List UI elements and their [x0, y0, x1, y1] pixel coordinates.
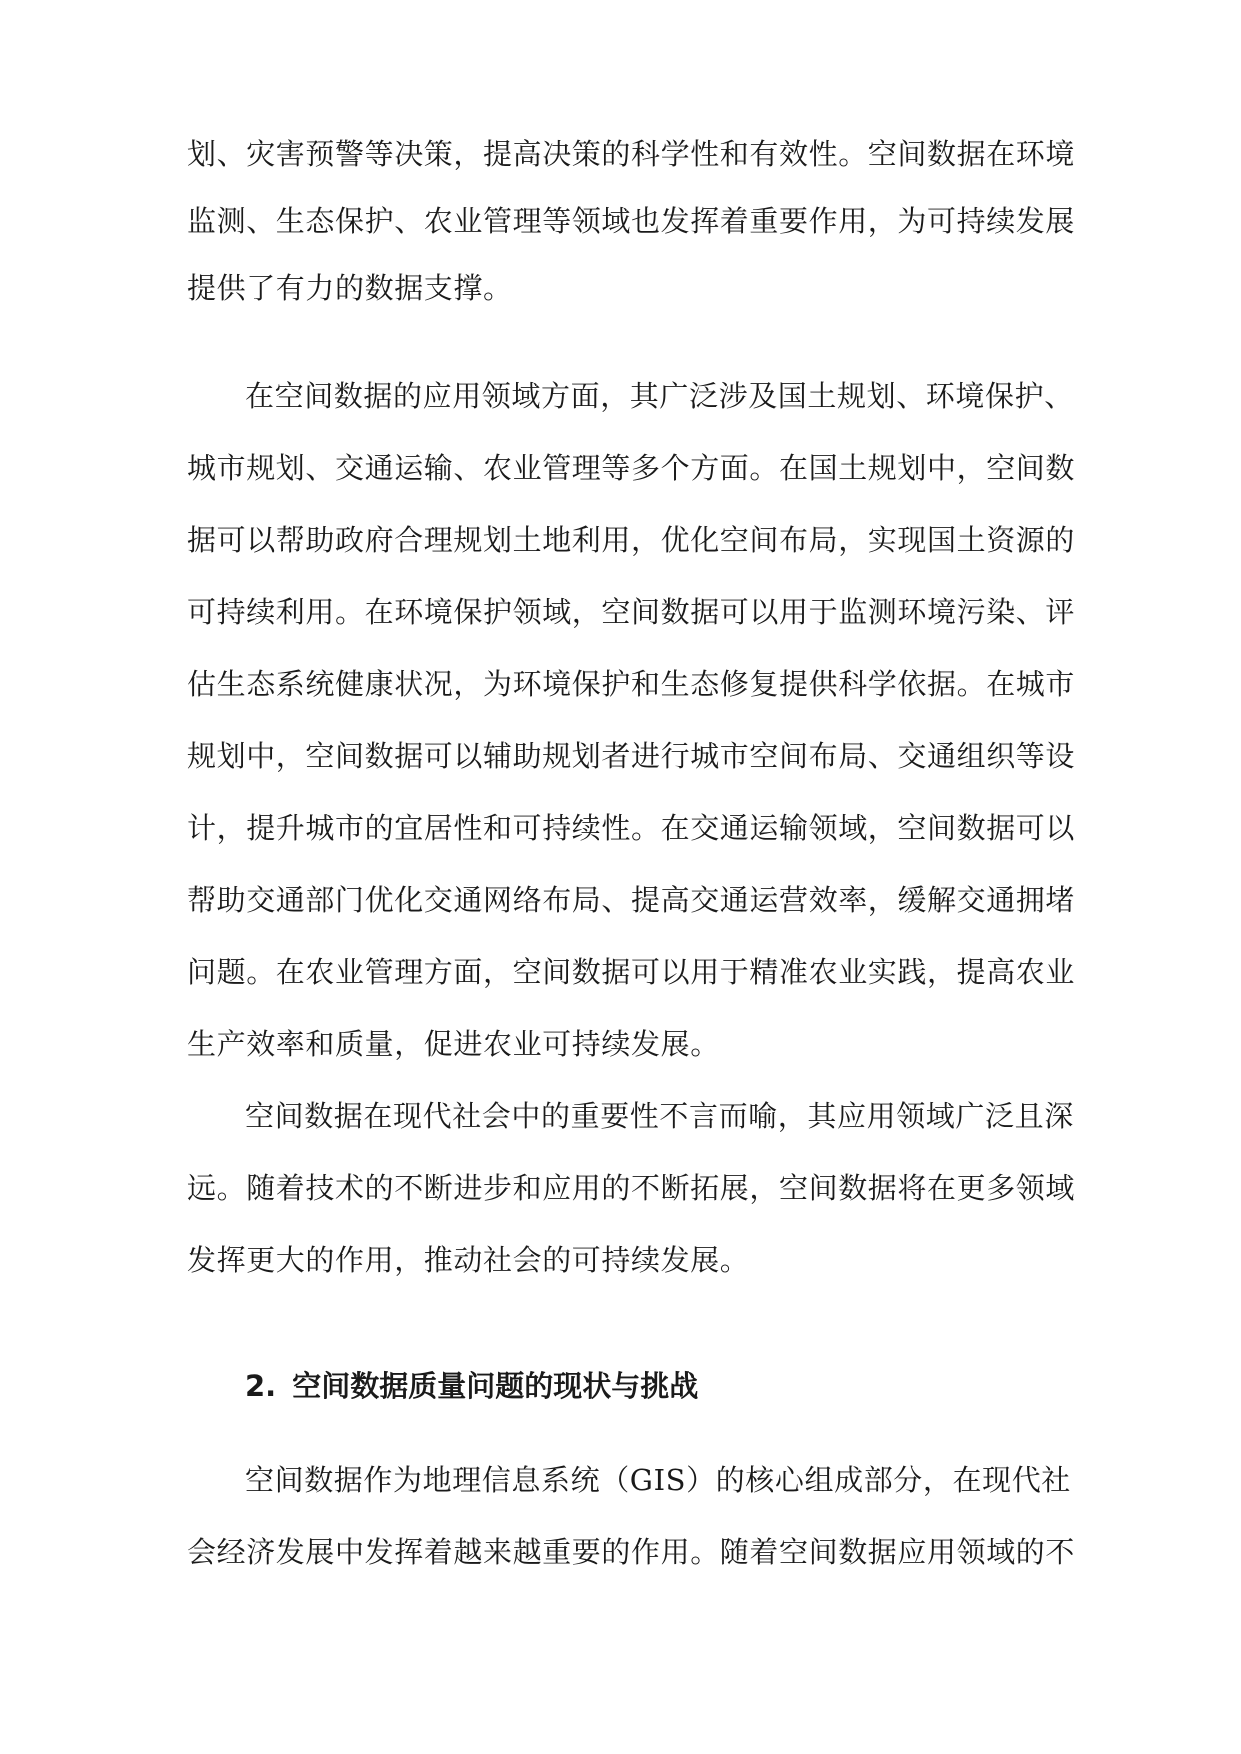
- text-line: 监测、生态保护、农业管理等领域也发挥着重要作用，为可持续发展: [187, 204, 1076, 238]
- text-line: 划、灾害预警等决策，提高决策的科学性和有效性。空间数据在环境: [187, 137, 1076, 171]
- text-line: 估生态系统健康状况，为环境保护和生态修复提供科学依据。在城市: [187, 667, 1076, 701]
- text-line: 可持续利用。在环境保护领域，空间数据可以用于监测环境污染、评: [187, 595, 1076, 629]
- text-line: 提供了有力的数据支撑。: [187, 271, 513, 305]
- text-line: 帮助交通部门优化交通网络布局、提高交通运营效率，缓解交通拥堵: [187, 883, 1076, 917]
- text-line: 据可以帮助政府合理规划土地利用，优化空间布局，实现国土资源的: [187, 523, 1076, 557]
- text-line: 规划中，空间数据可以辅助规划者进行城市空间布局、交通组织等设: [187, 739, 1076, 773]
- text-line: 计，提升城市的宜居性和可持续性。在交通运输领域，空间数据可以: [187, 811, 1076, 845]
- text-line: 空间数据在现代社会中的重要性不言而喻，其应用领域广泛且深: [245, 1099, 1074, 1133]
- text-line: 城市规划、交通运输、农业管理等多个方面。在国土规划中，空间数: [187, 451, 1076, 485]
- section-number: 2.: [245, 1369, 277, 1403]
- section-heading: [245, 1366, 698, 1406]
- text-line: 远。随着技术的不断进步和应用的不断拓展，空间数据将在更多领域: [187, 1171, 1076, 1205]
- text-line: 问题。在农业管理方面，空间数据可以用于精准农业实践，提高农业: [187, 955, 1076, 989]
- text-line: 生产效率和质量，促进农业可持续发展。: [187, 1027, 720, 1061]
- text-line: 空间数据作为地理信息系统（GIS）的核心组成部分，在现代社: [245, 1463, 1071, 1497]
- text-line: 会经济发展中发挥着越来越重要的作用。随着空间数据应用领域的不: [187, 1535, 1076, 1569]
- text-line: 在空间数据的应用领域方面，其广泛涉及国土规划、环境保护、: [245, 379, 1074, 413]
- section-title: 空间数据质量问题的现状与挑战: [292, 1369, 699, 1403]
- text-line: 发挥更大的作用，推动社会的可持续发展。: [187, 1243, 750, 1277]
